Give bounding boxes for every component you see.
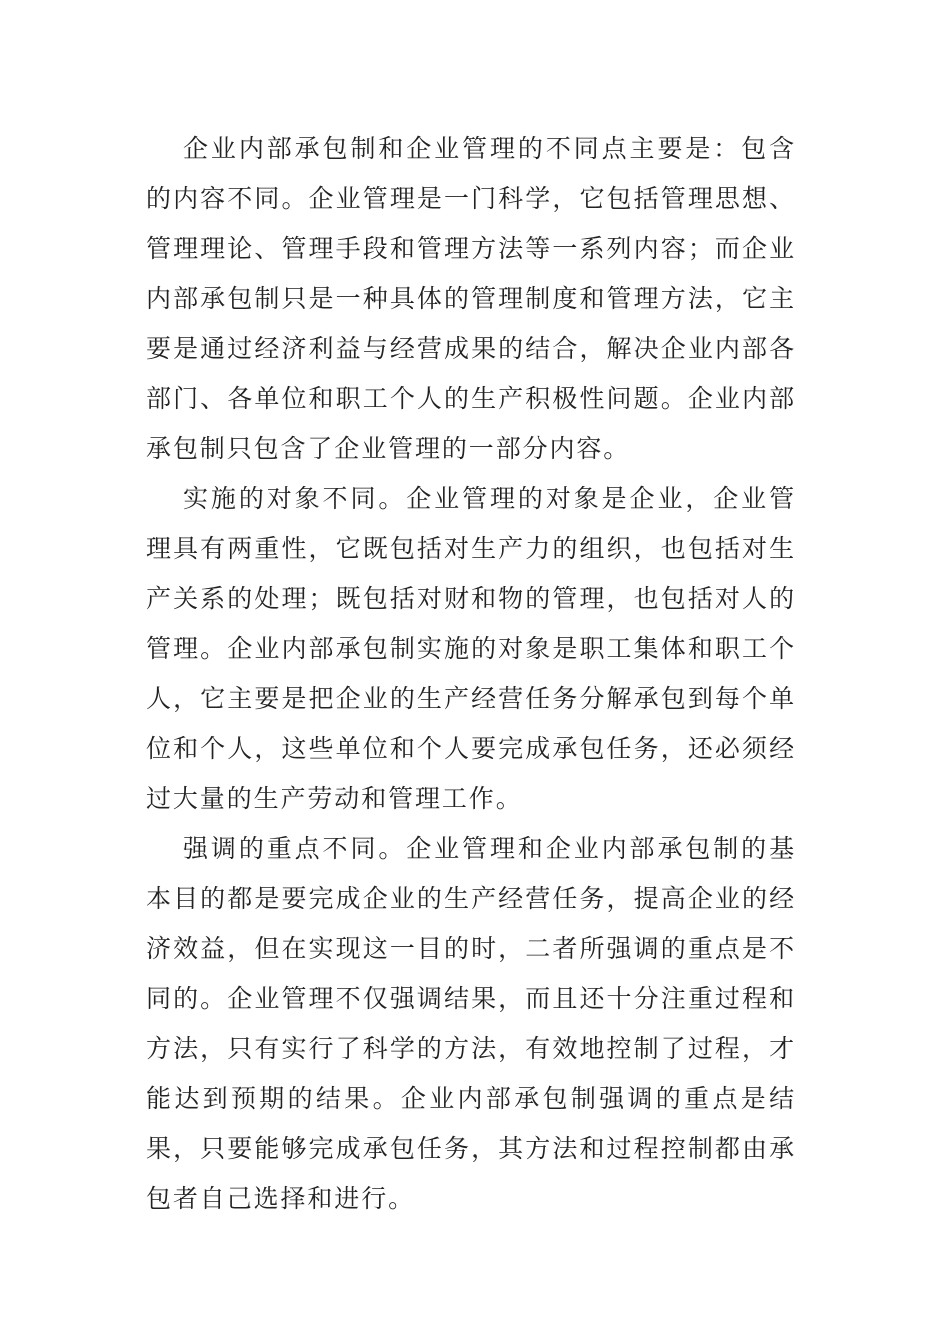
paragraph-object-difference: 实施的对象不同。企业管理的对象是企业，企业管理具有两重性，它既包括对生产力的组织，也包括对生产关系的处理；既包括对财和物的管理，也包括对人的管理。企业内部承包制实施的对象是职工集体和职工个人，它主要是把企业的生产经营任务分解承包到每个单位和个人，这些单位和个人要完成承包任务，还必须经过大量的生产劳动和管理工作。 <box>146 484 796 813</box>
document-body <box>146 124 796 1224</box>
paragraph-emphasis-difference: 强调的重点不同。企业管理和企业内部承包制的基本目的都是要完成企业的生产经营任务，提高企业的经济效益，但在实现这一目的时，二者所强调的重点是不同的。企业管理不仅强调结果，而且还十分注重过程和方法，只有实行了科学的方法，有效地控制了过程，才能达到预期的结果。企业内部承包制强调的重点是结果，只要能够完成承包任务，其方法和过程控制都由承包者自己选择和进行。 <box>146 834 796 1213</box>
paragraph-content-difference: 企业内部承包制和企业管理的不同点主要是：包含的内容不同。企业管理是一门科学，它包括管理思想、管理理论、管理手段和管理方法等一系列内容；而企业内部承包制只是一种具体的管理制度和管理方法，它主要是通过经济利益与经营成果的结合，解决企业内部各部门、各单位和职工个人的生产积极性问题。企业内部承包制只包含了企业管理的一部分内容。 <box>146 134 796 463</box>
